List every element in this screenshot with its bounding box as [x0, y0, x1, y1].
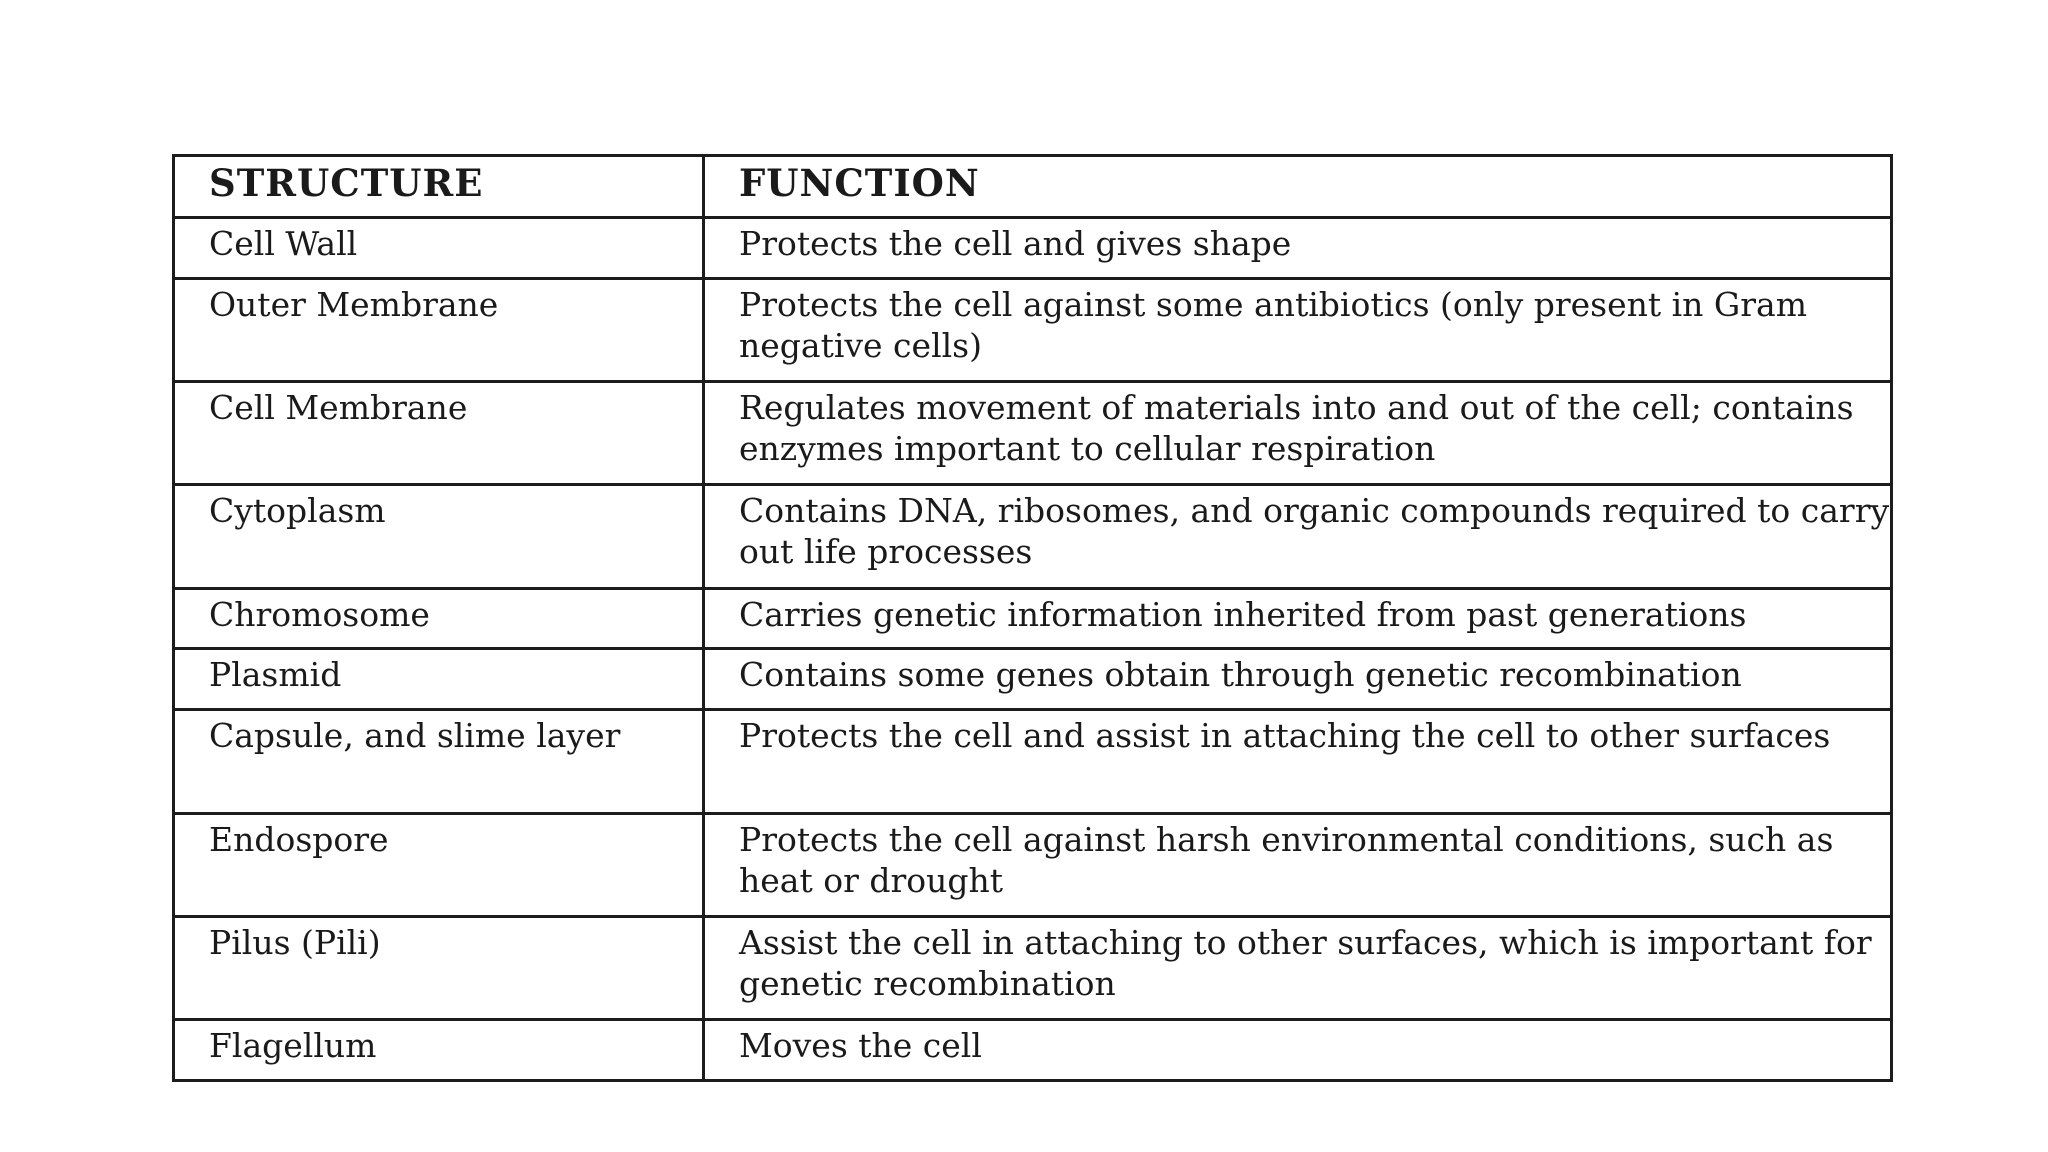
structure-cell: Endospore	[174, 813, 704, 916]
structure-column-header: STRUCTURE	[174, 156, 704, 218]
function-cell: Moves the cell	[704, 1020, 1892, 1081]
function-cell: Protects the cell against harsh environmental conditions, such as heat or drought	[704, 813, 1892, 916]
structure-cell: Outer Membrane	[174, 278, 704, 381]
function-cell: Assist the cell in attaching to other surfaces, which is important for genetic recombination	[704, 916, 1892, 1019]
structure-cell: Cytoplasm	[174, 485, 704, 588]
function-cell: Carries genetic information inherited from past generations	[704, 588, 1892, 649]
table-row-cytoplasm	[174, 485, 1892, 588]
function-cell: Protects the cell and gives shape	[704, 218, 1892, 279]
table-row-capsule	[174, 710, 1892, 813]
structure-cell: Cell Wall	[174, 218, 704, 279]
function-column-header: FUNCTION	[704, 156, 1892, 218]
table-row-pilus	[174, 916, 1892, 1019]
table-row-chromosome	[174, 588, 1892, 649]
function-cell: Contains some genes obtain through genetic recombination	[704, 649, 1892, 710]
structure-cell: Cell Membrane	[174, 382, 704, 485]
structure-cell: Flagellum	[174, 1020, 704, 1081]
structure-function-table-container	[172, 154, 1890, 1082]
structure-cell: Pilus (Pili)	[174, 916, 704, 1019]
structure-function-table	[172, 154, 1893, 1082]
table-row-cell-membrane	[174, 382, 1892, 485]
structure-cell: Plasmid	[174, 649, 704, 710]
function-cell: Protects the cell and assist in attaching the cell to other surfaces	[704, 710, 1892, 813]
function-cell: Contains DNA, ribosomes, and organic compounds required to carry out life processes	[704, 485, 1892, 588]
table-header-row	[174, 156, 1892, 218]
structure-cell: Capsule, and slime layer	[174, 710, 704, 813]
table-row-cell-wall	[174, 218, 1892, 279]
structure-cell: Chromosome	[174, 588, 704, 649]
table-row-flagellum	[174, 1020, 1892, 1081]
function-cell: Regulates movement of materials into and out of the cell; contains enzymes important to cellular respiration	[704, 382, 1892, 485]
table-row-plasmid	[174, 649, 1892, 710]
table-row-endospore	[174, 813, 1892, 916]
table-row-outer-membrane	[174, 278, 1892, 381]
function-cell: Protects the cell against some antibiotics (only present in Gram negative cells)	[704, 278, 1892, 381]
